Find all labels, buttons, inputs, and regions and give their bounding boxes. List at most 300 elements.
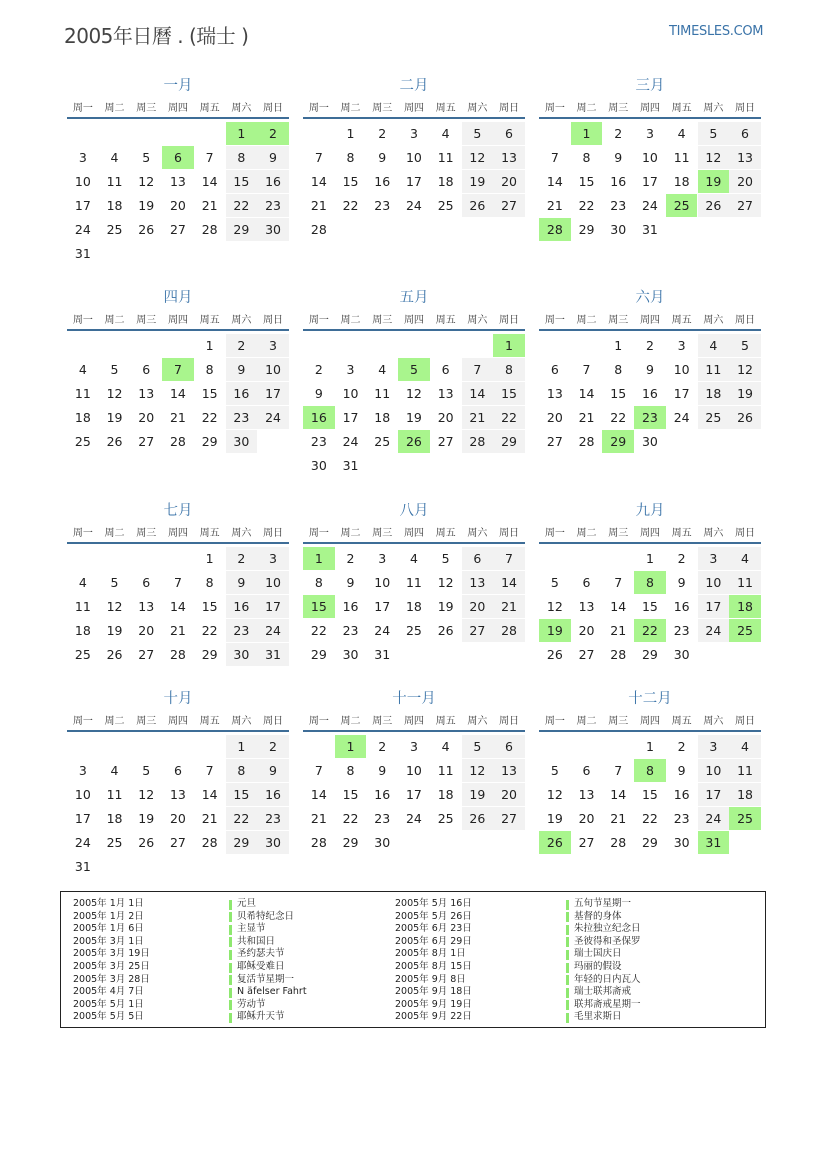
day-cell[interactable]: 25 (437, 811, 454, 826)
site-logo[interactable]: TIMESLES.COM (669, 24, 764, 39)
day-cell[interactable]: 7 (314, 150, 323, 165)
day-cell[interactable]: 14 (610, 787, 627, 802)
day-cell[interactable]: 19 (106, 410, 123, 425)
day-cell[interactable]: 1 (205, 551, 214, 566)
day-cell[interactable]: 14 (310, 787, 327, 802)
day-cell[interactable]: 2 (314, 362, 323, 377)
day-cell[interactable]: 24 (698, 619, 730, 642)
day-cell[interactable]: 9 (378, 763, 387, 778)
day-cell[interactable]: 21 (169, 410, 186, 425)
day-cell[interactable]: 6 (729, 122, 761, 145)
day-cell[interactable]: 10 (374, 575, 391, 590)
day-cell[interactable]: 23 (673, 811, 690, 826)
day-cell[interactable]: 4 (110, 763, 119, 778)
day-cell[interactable]: 20 (729, 170, 761, 193)
day-cell[interactable]: 14 (169, 599, 186, 614)
day-cell[interactable]: 13 (578, 787, 595, 802)
day-cell[interactable]: 9 (346, 575, 355, 590)
day-cell[interactable]: 18 (405, 599, 422, 614)
day-cell[interactable]: 17 (641, 174, 658, 189)
day-cell[interactable]: 23 (374, 811, 391, 826)
day-cell[interactable]: 29 (602, 430, 634, 453)
day-cell[interactable]: 24 (74, 222, 91, 237)
day-cell[interactable]: 25 (374, 434, 391, 449)
day-cell[interactable]: 15 (226, 170, 258, 193)
day-cell[interactable]: 22 (226, 807, 258, 830)
day-cell[interactable]: 24 (673, 410, 690, 425)
day-cell[interactable]: 12 (462, 759, 494, 782)
day-cell[interactable]: 6 (582, 575, 591, 590)
day-cell[interactable]: 15 (641, 787, 658, 802)
day-cell[interactable]: 24 (257, 406, 289, 429)
day-cell[interactable]: 24 (641, 198, 658, 213)
day-cell[interactable]: 26 (698, 194, 730, 217)
day-cell[interactable]: 2 (257, 122, 289, 145)
day-cell[interactable]: 7 (173, 575, 182, 590)
day-cell[interactable]: 23 (226, 406, 258, 429)
day-cell[interactable]: 12 (106, 386, 123, 401)
day-cell[interactable]: 11 (673, 150, 690, 165)
day-cell[interactable]: 22 (342, 811, 359, 826)
day-cell[interactable]: 22 (493, 406, 525, 429)
day-cell[interactable]: 2 (645, 338, 654, 353)
day-cell[interactable]: 19 (546, 811, 563, 826)
day-cell[interactable]: 4 (729, 735, 761, 758)
day-cell[interactable]: 6 (142, 362, 151, 377)
day-cell[interactable]: 19 (698, 170, 730, 193)
day-cell[interactable]: 18 (729, 595, 761, 618)
day-cell[interactable]: 5 (110, 575, 119, 590)
day-cell[interactable]: 17 (405, 787, 422, 802)
day-cell[interactable]: 21 (310, 811, 327, 826)
day-cell[interactable]: 28 (201, 835, 218, 850)
day-cell[interactable]: 15 (201, 599, 218, 614)
day-cell[interactable]: 23 (634, 406, 666, 429)
day-cell[interactable]: 13 (462, 571, 494, 594)
day-cell[interactable]: 30 (673, 835, 690, 850)
day-cell[interactable]: 3 (346, 362, 355, 377)
day-cell[interactable]: 9 (226, 358, 258, 381)
day-cell[interactable]: 16 (226, 382, 258, 405)
day-cell[interactable]: 5 (550, 575, 559, 590)
day-cell[interactable]: 13 (138, 599, 155, 614)
day-cell[interactable]: 4 (441, 126, 450, 141)
day-cell[interactable]: 8 (346, 763, 355, 778)
day-cell[interactable]: 22 (578, 198, 595, 213)
day-cell[interactable]: 31 (257, 643, 289, 666)
day-cell[interactable]: 25 (437, 198, 454, 213)
day-cell[interactable]: 9 (677, 575, 686, 590)
day-cell[interactable]: 5 (729, 334, 761, 357)
day-cell[interactable]: 30 (257, 831, 289, 854)
day-cell[interactable]: 14 (201, 174, 218, 189)
day-cell[interactable]: 4 (677, 126, 686, 141)
day-cell[interactable]: 27 (138, 434, 155, 449)
day-cell[interactable]: 26 (437, 623, 454, 638)
day-cell[interactable]: 27 (578, 835, 595, 850)
day-cell[interactable]: 17 (374, 599, 391, 614)
day-cell[interactable]: 13 (546, 386, 563, 401)
day-cell[interactable]: 21 (578, 410, 595, 425)
day-cell[interactable]: 20 (138, 623, 155, 638)
day-cell[interactable]: 13 (169, 174, 186, 189)
day-cell[interactable]: 26 (138, 222, 155, 237)
day-cell[interactable]: 10 (641, 150, 658, 165)
day-cell[interactable]: 13 (138, 386, 155, 401)
day-cell[interactable]: 28 (310, 222, 327, 237)
day-cell[interactable]: 28 (462, 430, 494, 453)
day-cell[interactable]: 26 (729, 406, 761, 429)
day-cell[interactable]: 15 (610, 386, 627, 401)
day-cell[interactable]: 18 (698, 382, 730, 405)
day-cell[interactable]: 23 (342, 623, 359, 638)
day-cell[interactable]: 29 (641, 835, 658, 850)
day-cell[interactable]: 13 (578, 599, 595, 614)
day-cell[interactable]: 13 (729, 146, 761, 169)
day-cell[interactable]: 12 (729, 358, 761, 381)
day-cell[interactable]: 20 (493, 170, 525, 193)
day-cell[interactable]: 2 (677, 739, 686, 754)
day-cell[interactable]: 18 (106, 811, 123, 826)
day-cell[interactable]: 29 (226, 831, 258, 854)
day-cell[interactable]: 26 (539, 831, 571, 854)
day-cell[interactable]: 17 (257, 595, 289, 618)
day-cell[interactable]: 7 (493, 547, 525, 570)
day-cell[interactable]: 15 (342, 174, 359, 189)
day-cell[interactable]: 19 (437, 599, 454, 614)
day-cell[interactable]: 23 (257, 807, 289, 830)
day-cell[interactable]: 21 (462, 406, 494, 429)
day-cell[interactable]: 28 (201, 222, 218, 237)
day-cell[interactable]: 20 (578, 623, 595, 638)
day-cell[interactable]: 6 (142, 575, 151, 590)
day-cell[interactable]: 9 (677, 763, 686, 778)
day-cell[interactable]: 19 (405, 410, 422, 425)
day-cell[interactable]: 18 (673, 174, 690, 189)
day-cell[interactable]: 10 (405, 763, 422, 778)
day-cell[interactable]: 4 (110, 150, 119, 165)
day-cell[interactable]: 1 (493, 334, 525, 357)
day-cell[interactable]: 30 (226, 430, 258, 453)
day-cell[interactable]: 23 (310, 434, 327, 449)
day-cell[interactable]: 29 (641, 647, 658, 662)
day-cell[interactable]: 15 (578, 174, 595, 189)
day-cell[interactable]: 3 (78, 150, 87, 165)
day-cell[interactable]: 11 (374, 386, 391, 401)
day-cell[interactable]: 10 (673, 362, 690, 377)
day-cell[interactable]: 12 (138, 787, 155, 802)
day-cell[interactable]: 4 (78, 362, 87, 377)
day-cell[interactable]: 20 (578, 811, 595, 826)
day-cell[interactable]: 1 (645, 739, 654, 754)
day-cell[interactable]: 29 (493, 430, 525, 453)
day-cell[interactable]: 12 (138, 174, 155, 189)
day-cell[interactable]: 10 (74, 787, 91, 802)
day-cell[interactable]: 10 (405, 150, 422, 165)
day-cell[interactable]: 20 (546, 410, 563, 425)
day-cell[interactable]: 18 (374, 410, 391, 425)
day-cell[interactable]: 27 (729, 194, 761, 217)
day-cell[interactable]: 15 (342, 787, 359, 802)
day-cell[interactable]: 9 (614, 150, 623, 165)
day-cell[interactable]: 1 (226, 735, 258, 758)
day-cell[interactable]: 24 (698, 807, 730, 830)
day-cell[interactable]: 4 (698, 334, 730, 357)
day-cell[interactable]: 11 (106, 174, 123, 189)
day-cell[interactable]: 16 (610, 174, 627, 189)
day-cell[interactable]: 6 (441, 362, 450, 377)
day-cell[interactable]: 29 (578, 222, 595, 237)
day-cell[interactable]: 12 (462, 146, 494, 169)
day-cell[interactable]: 31 (698, 831, 730, 854)
day-cell[interactable]: 11 (437, 150, 454, 165)
day-cell[interactable]: 17 (698, 783, 730, 806)
day-cell[interactable]: 12 (106, 599, 123, 614)
day-cell[interactable]: 13 (437, 386, 454, 401)
day-cell[interactable]: 22 (310, 623, 327, 638)
day-cell[interactable]: 27 (437, 434, 454, 449)
day-cell[interactable]: 6 (493, 122, 525, 145)
day-cell[interactable]: 4 (409, 551, 418, 566)
day-cell[interactable]: 25 (698, 406, 730, 429)
day-cell[interactable]: 28 (310, 835, 327, 850)
day-cell[interactable]: 31 (374, 647, 391, 662)
day-cell[interactable]: 29 (310, 647, 327, 662)
day-cell[interactable]: 24 (342, 434, 359, 449)
day-cell[interactable]: 24 (74, 835, 91, 850)
day-cell[interactable]: 27 (169, 222, 186, 237)
day-cell[interactable]: 6 (493, 735, 525, 758)
day-cell[interactable]: 25 (729, 619, 761, 642)
day-cell[interactable]: 28 (610, 835, 627, 850)
day-cell[interactable]: 18 (729, 783, 761, 806)
day-cell[interactable]: 17 (74, 198, 91, 213)
day-cell[interactable]: 19 (138, 811, 155, 826)
day-cell[interactable]: 23 (374, 198, 391, 213)
day-cell[interactable]: 21 (201, 811, 218, 826)
day-cell[interactable]: 8 (205, 362, 214, 377)
day-cell[interactable]: 11 (698, 358, 730, 381)
day-cell[interactable]: 10 (342, 386, 359, 401)
day-cell[interactable]: 2 (346, 551, 355, 566)
day-cell[interactable]: 6 (550, 362, 559, 377)
day-cell[interactable]: 1 (571, 122, 603, 145)
day-cell[interactable]: 20 (437, 410, 454, 425)
day-cell[interactable]: 1 (614, 338, 623, 353)
day-cell[interactable]: 14 (310, 174, 327, 189)
day-cell[interactable]: 9 (226, 571, 258, 594)
day-cell[interactable]: 13 (493, 759, 525, 782)
day-cell[interactable]: 18 (437, 787, 454, 802)
day-cell[interactable]: 17 (405, 174, 422, 189)
day-cell[interactable]: 16 (257, 783, 289, 806)
day-cell[interactable]: 21 (310, 198, 327, 213)
day-cell[interactable]: 3 (698, 735, 730, 758)
day-cell[interactable]: 15 (226, 783, 258, 806)
day-cell[interactable]: 5 (142, 150, 151, 165)
day-cell[interactable]: 4 (78, 575, 87, 590)
day-cell[interactable]: 2 (677, 551, 686, 566)
day-cell[interactable]: 16 (374, 787, 391, 802)
day-cell[interactable]: 28 (578, 434, 595, 449)
day-cell[interactable]: 5 (698, 122, 730, 145)
day-cell[interactable]: 10 (698, 571, 730, 594)
day-cell[interactable]: 5 (462, 735, 494, 758)
day-cell[interactable]: 7 (462, 358, 494, 381)
day-cell[interactable]: 28 (169, 434, 186, 449)
day-cell[interactable]: 29 (201, 434, 218, 449)
day-cell[interactable]: 5 (142, 763, 151, 778)
day-cell[interactable]: 18 (437, 174, 454, 189)
day-cell[interactable]: 30 (257, 218, 289, 241)
day-cell[interactable]: 26 (106, 434, 123, 449)
day-cell[interactable]: 3 (78, 763, 87, 778)
day-cell[interactable]: 10 (257, 358, 289, 381)
day-cell[interactable]: 19 (462, 783, 494, 806)
day-cell[interactable]: 16 (641, 386, 658, 401)
day-cell[interactable]: 15 (303, 595, 335, 618)
day-cell[interactable]: 29 (201, 647, 218, 662)
day-cell[interactable]: 20 (493, 783, 525, 806)
day-cell[interactable]: 1 (205, 338, 214, 353)
day-cell[interactable]: 14 (493, 571, 525, 594)
day-cell[interactable]: 8 (226, 146, 258, 169)
day-cell[interactable]: 10 (74, 174, 91, 189)
day-cell[interactable]: 22 (226, 194, 258, 217)
day-cell[interactable]: 15 (493, 382, 525, 405)
day-cell[interactable]: 25 (405, 623, 422, 638)
day-cell[interactable]: 7 (614, 575, 623, 590)
day-cell[interactable]: 3 (257, 334, 289, 357)
day-cell[interactable]: 14 (201, 787, 218, 802)
day-cell[interactable]: 25 (729, 807, 761, 830)
day-cell[interactable]: 6 (582, 763, 591, 778)
day-cell[interactable]: 24 (405, 811, 422, 826)
day-cell[interactable]: 26 (462, 194, 494, 217)
day-cell[interactable]: 20 (169, 198, 186, 213)
day-cell[interactable]: 8 (493, 358, 525, 381)
day-cell[interactable]: 28 (539, 218, 571, 241)
day-cell[interactable]: 21 (493, 595, 525, 618)
day-cell[interactable]: 30 (374, 835, 391, 850)
day-cell[interactable]: 23 (257, 194, 289, 217)
day-cell[interactable]: 27 (578, 647, 595, 662)
day-cell[interactable]: 30 (641, 434, 658, 449)
day-cell[interactable]: 8 (346, 150, 355, 165)
day-cell[interactable]: 27 (546, 434, 563, 449)
day-cell[interactable]: 31 (342, 458, 359, 473)
day-cell[interactable]: 3 (409, 126, 418, 141)
day-cell[interactable]: 22 (634, 619, 666, 642)
day-cell[interactable]: 5 (550, 763, 559, 778)
day-cell[interactable]: 9 (314, 386, 323, 401)
day-cell[interactable]: 2 (378, 126, 387, 141)
day-cell[interactable]: 17 (673, 386, 690, 401)
day-cell[interactable]: 27 (462, 619, 494, 642)
day-cell[interactable]: 27 (138, 647, 155, 662)
day-cell[interactable]: 8 (614, 362, 623, 377)
day-cell[interactable]: 1 (346, 126, 355, 141)
day-cell[interactable]: 13 (493, 146, 525, 169)
day-cell[interactable]: 31 (74, 859, 91, 874)
day-cell[interactable]: 11 (405, 575, 422, 590)
day-cell[interactable]: 2 (226, 334, 258, 357)
day-cell[interactable]: 2 (226, 547, 258, 570)
day-cell[interactable]: 28 (169, 647, 186, 662)
day-cell[interactable]: 12 (437, 575, 454, 590)
day-cell[interactable]: 9 (257, 759, 289, 782)
day-cell[interactable]: 19 (462, 170, 494, 193)
day-cell[interactable]: 18 (74, 410, 91, 425)
day-cell[interactable]: 22 (641, 811, 658, 826)
day-cell[interactable]: 19 (138, 198, 155, 213)
day-cell[interactable]: 14 (169, 386, 186, 401)
day-cell[interactable]: 21 (610, 811, 627, 826)
day-cell[interactable]: 8 (205, 575, 214, 590)
day-cell[interactable]: 29 (342, 835, 359, 850)
day-cell[interactable]: 4 (378, 362, 387, 377)
day-cell[interactable]: 15 (641, 599, 658, 614)
day-cell[interactable]: 25 (74, 434, 91, 449)
day-cell[interactable]: 25 (666, 194, 698, 217)
day-cell[interactable]: 21 (610, 623, 627, 638)
day-cell[interactable]: 8 (226, 759, 258, 782)
day-cell[interactable]: 21 (169, 623, 186, 638)
day-cell[interactable]: 17 (257, 382, 289, 405)
day-cell[interactable]: 14 (462, 382, 494, 405)
day-cell[interactable]: 28 (610, 647, 627, 662)
day-cell[interactable]: 11 (729, 759, 761, 782)
day-cell[interactable]: 30 (342, 647, 359, 662)
day-cell[interactable]: 28 (493, 619, 525, 642)
day-cell[interactable]: 27 (493, 807, 525, 830)
day-cell[interactable]: 14 (578, 386, 595, 401)
day-cell[interactable]: 20 (169, 811, 186, 826)
day-cell[interactable]: 2 (257, 735, 289, 758)
day-cell[interactable]: 20 (462, 595, 494, 618)
day-cell[interactable]: 26 (546, 647, 563, 662)
day-cell[interactable]: 1 (303, 547, 335, 570)
day-cell[interactable]: 16 (226, 595, 258, 618)
day-cell[interactable]: 8 (634, 759, 666, 782)
day-cell[interactable]: 17 (342, 410, 359, 425)
day-cell[interactable]: 5 (441, 551, 450, 566)
day-cell[interactable]: 7 (550, 150, 559, 165)
day-cell[interactable]: 8 (314, 575, 323, 590)
day-cell[interactable]: 3 (677, 338, 686, 353)
day-cell[interactable]: 17 (74, 811, 91, 826)
day-cell[interactable]: 9 (645, 362, 654, 377)
day-cell[interactable]: 5 (110, 362, 119, 377)
day-cell[interactable]: 6 (162, 146, 194, 169)
day-cell[interactable]: 17 (698, 595, 730, 618)
day-cell[interactable]: 1 (226, 122, 258, 145)
day-cell[interactable]: 24 (405, 198, 422, 213)
day-cell[interactable]: 12 (405, 386, 422, 401)
day-cell[interactable]: 27 (493, 194, 525, 217)
day-cell[interactable]: 22 (342, 198, 359, 213)
day-cell[interactable]: 10 (698, 759, 730, 782)
day-cell[interactable]: 11 (729, 571, 761, 594)
day-cell[interactable]: 3 (645, 126, 654, 141)
day-cell[interactable]: 5 (398, 358, 430, 381)
day-cell[interactable]: 3 (378, 551, 387, 566)
day-cell[interactable]: 13 (169, 787, 186, 802)
day-cell[interactable]: 22 (201, 623, 218, 638)
day-cell[interactable]: 5 (462, 122, 494, 145)
day-cell[interactable]: 25 (74, 647, 91, 662)
day-cell[interactable]: 23 (226, 619, 258, 642)
